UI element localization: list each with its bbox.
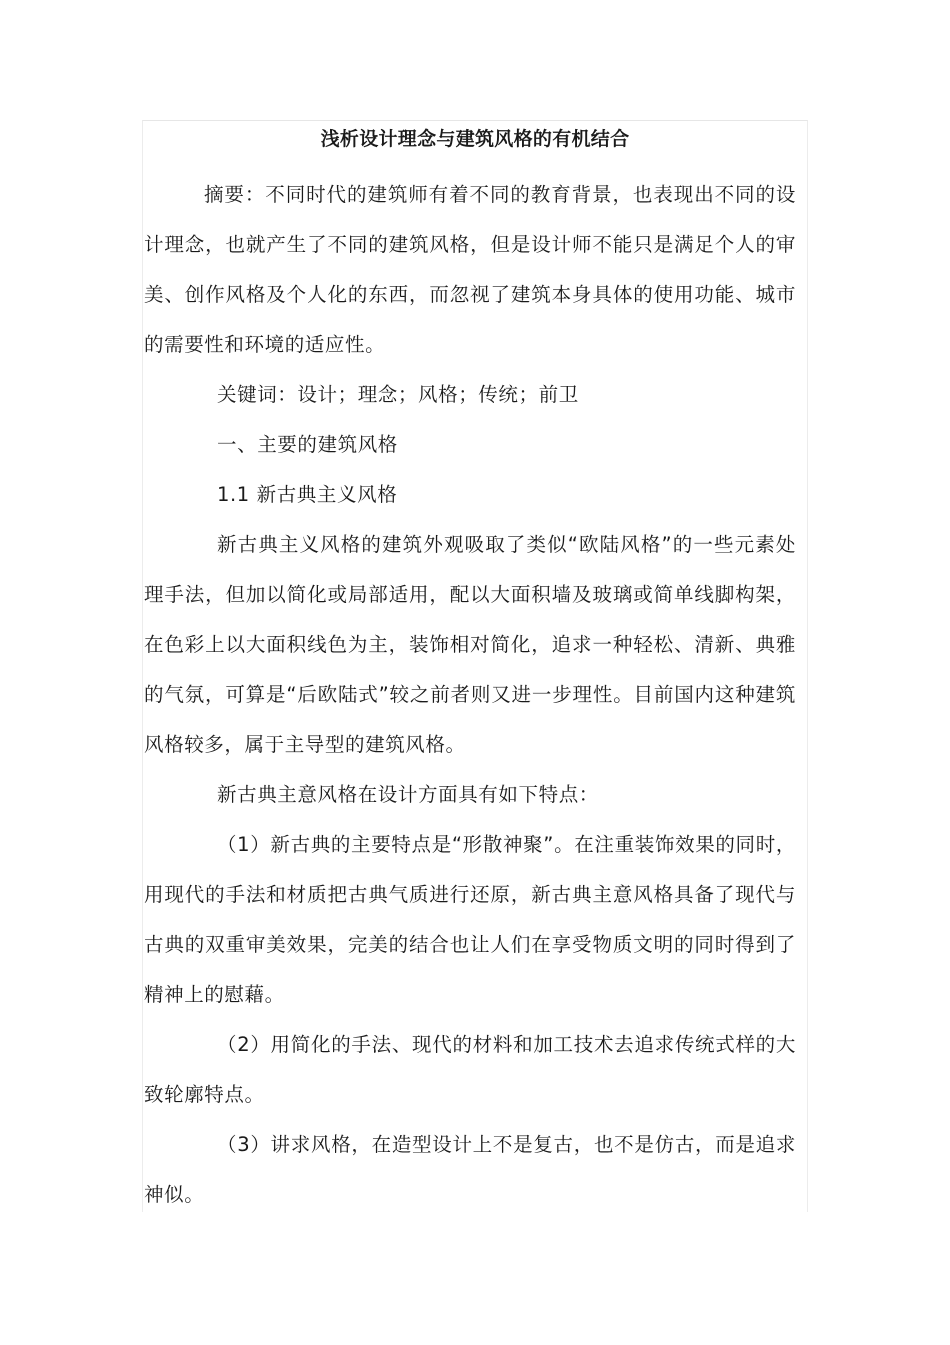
body-paragraph: 新古典主意风格在设计方面具有如下特点： bbox=[217, 783, 599, 806]
abstract-paragraph: 摘要：不同时代的建筑师有着不同的教育背景，也表现出不同的设计理念，也就产生了不同的建筑风格，但是设计师不能只是满足个人的审美、创作风格及个人化的东西，而忽视了建筑本身具体的使用功能、城市的需要性和环境的适应性。 bbox=[144, 183, 796, 356]
list-item: （2）用简化的手法、现代的材料和加工技术去追求传统式样的大致轮廓特点。 bbox=[144, 1033, 796, 1106]
subsection-heading: 1.1 新古典主义风格 bbox=[217, 483, 398, 506]
document-body bbox=[144, 120, 796, 1220]
list-item: （1）新古典的主要特点是“形散神聚”。在注重装饰效果的同时，用现代的手法和材质把古典气质进行还原，新古典主意风格具备了现代与古典的双重审美效果，完美的结合也让人们在享受物质文明的同时得到了精神上的慰藉。 bbox=[144, 833, 796, 1006]
list-item: （3）讲求风格，在造型设计上不是复古，也不是仿古，而是追求神似。 bbox=[144, 1133, 796, 1206]
section-heading: 一、主要的建筑风格 bbox=[217, 433, 398, 456]
document-title: 浅析设计理念与建筑风格的有机结合 bbox=[320, 128, 630, 150]
keywords-line: 关键词：设计；理念；风格；传统；前卫 bbox=[217, 383, 579, 406]
body-paragraph: 新古典主义风格的建筑外观吸取了类似“欧陆风格”的一些元素处理手法，但加以简化或局部适用，配以大面积墙及玻璃或简单线脚构架，在色彩上以大面积线色为主，装饰相对简化，追求一种轻松、清新、典雅的气氛，可算是“后欧陆式”较之前者则又进一步理性。目前国内这种建筑风格较多，属于主导型的建筑风格。 bbox=[144, 533, 796, 756]
